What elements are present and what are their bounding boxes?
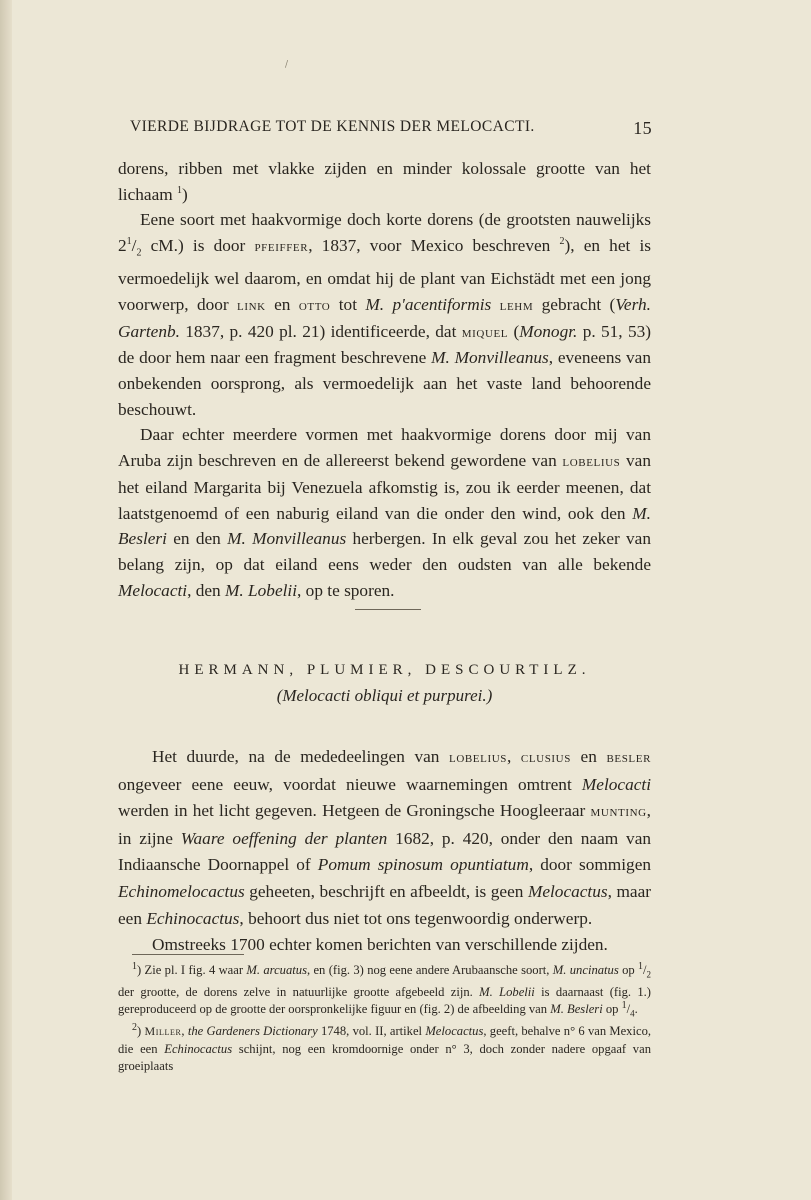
page-number: 15 xyxy=(633,118,652,138)
section-subtitle: (Melocacti obliqui et purpurei.) xyxy=(276,686,493,705)
book-page xyxy=(12,0,811,1200)
paragraph-pfeiffer: Eene soort met haakvormige doch korte dorens (de grootsten nauwelijks $2^1/_2$ cM.) is door pfeiffer, 1837, voor Mexico beschreven $^2$), en het is vermoedelijk wel daarom, en omdat hij de plant van Eichstädt met een jong voorwerp, door link en otto tot M. p'acentiformis lehm gebracht (Verh. Gartenb. 1837, p. 420 pl. 21) identificeerde, dat miquel (Monogr. p. 51, 53) de door hem naar een fragment beschrevene M. Monvilleanus, eveneens van onbekenden oorsprong, als vermoedelijk aan het vaste land behoorende beschouwt. xyxy=(118,210,652,419)
footnote-2: $^2$) Miller, the Gardeners Dictionary 1748, vol. II, artikel Melocactus, geeft, behalve n° 6 van Mexico, die een Echinocactus schijnt, nog een kromdoornige onder n° 3, doch zonder nadere opgaaf van groeiplaats xyxy=(118,1022,652,1074)
paragraph-continuation: dorens, ribben met vlakke zijden en minder kolossale grootte van het lichaam $^1$) xyxy=(118,159,651,204)
running-title: VIERDE BIJDRAGE TOT DE KENNIS DER MELOCACTI. xyxy=(130,118,535,135)
footnote-1: $^1$) Zie pl. I fig. 4 waar M. arcuatus, en (fig. 3) nog eene andere Arubaansche soort, M. uncinatus op $^1/_2$ der grootte, de dorens zelve in natuurlijke grootte afgebeeld zijn. M. Lobelii is daarnaast (fig. 1.) gereproduceerd op de grootte der oorspronkelijke figuur en (fig. 2) de afbeelding van M. Besleri op $^1/_4$. xyxy=(118,960,652,1019)
paragraph-munting: Het duurde, na de mededeelingen van lobelius, clusius en besler ongeveer eene eeuw, voordat nieuwe waarnemingen omtrent Melocacti werden in het licht gegeven. Hetgeen de Groningsche Hoogleeraar munting, in zijne Waare oeffening der planten 1682, p. 420, onder den naam van Indiaansche Doornappel of Pomum spinosum opuntiatum, door sommigen Echinomelocactus geheeten, beschrijft en afbeeldt, is geen Melocactus, maar een Echinocactus, behoort dus niet tot ons tegenwoordig onderwerp. xyxy=(118,747,652,928)
footnote-rule xyxy=(132,954,244,955)
footnote-ref: 2 xyxy=(559,236,565,248)
footnote-ref: 1 xyxy=(177,184,183,196)
section-title: HERMANN, PLUMIER, DESCOURTILZ. xyxy=(178,662,591,678)
footnotes xyxy=(118,962,651,1075)
paragraph-1700: Omstreeks 1700 echter komen berichten van verschillende zijden. xyxy=(152,935,608,955)
paragraph-aruba: Daar echter meerdere vormen met haakvormige dorens door mij van Aruba zijn beschreven en de allereerst bekend gewordene van lobelius van het eiland Margarita bij Venezuela afkomstig is, zou ik eerder meenen, dat laatstgenoemd of een naburig eiland van die onder den wind, ook den M. Besleri en den M. Monvilleanus herbergen. In elk geval zou het zeker van belang zijn, op dat eiland eens weder den oudsten van alle bekende Melocacti, den M. Lobelii, op te sporen. xyxy=(118,425,651,600)
section-divider xyxy=(355,609,421,610)
pencil-mark: / xyxy=(285,60,289,70)
running-header xyxy=(130,118,652,139)
body-text-top xyxy=(118,156,651,603)
body-text-section xyxy=(118,744,651,959)
